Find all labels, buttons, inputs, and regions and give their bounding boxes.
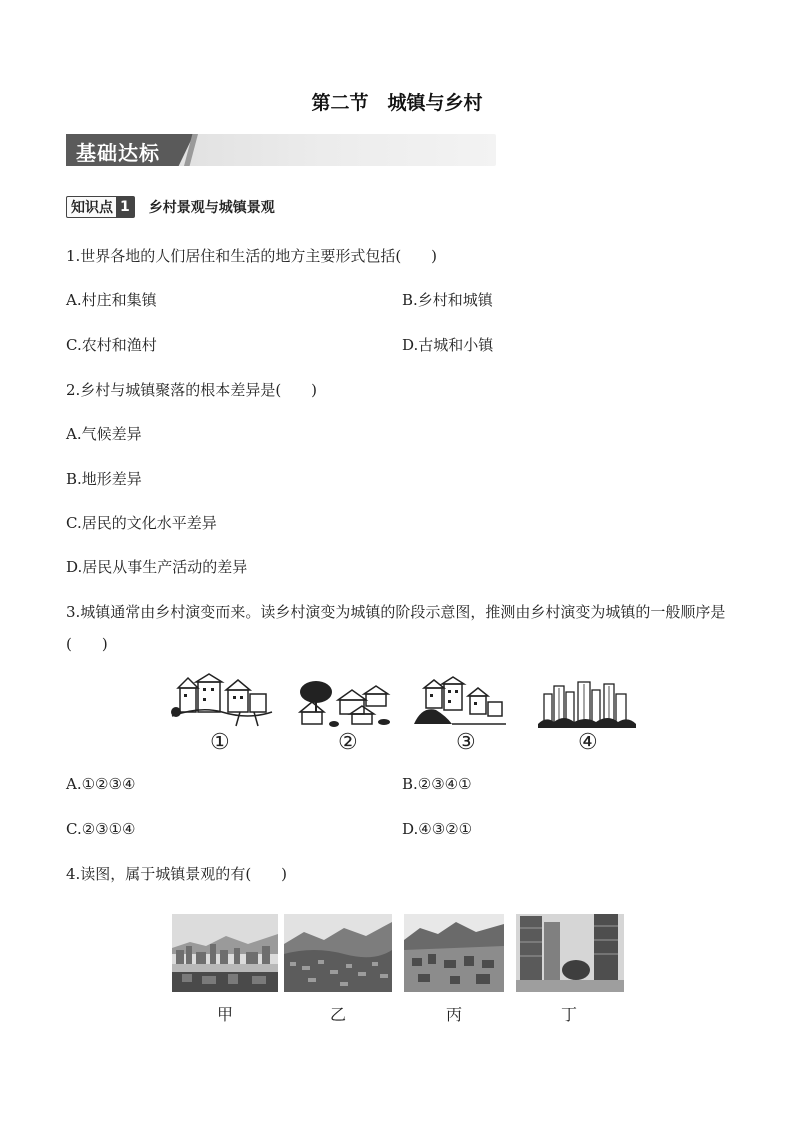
question-2-stem: 2.乡村与城镇聚落的根本差异是( ) [66,381,318,399]
photo-label-bing: 丙 [445,1005,462,1024]
photo-label-ding: 丁 [560,1005,577,1024]
knowledge-point-title: 乡村景观与城镇景观 [148,200,275,216]
question-2-option-a: A.气候差异 [66,425,142,443]
question-3-option-d: D.④③②① [402,820,473,838]
figure-label-4: ④ [578,730,598,755]
settlement-illustration-2 [294,678,398,730]
question-4-stem: 4.读图，属于城镇景观的有( ) [66,865,288,883]
knowledge-point-number: 1 [116,197,134,217]
settlement-illustration-1 [170,672,274,728]
landscape-photo-bing [404,914,504,992]
settlement-illustration-3 [412,676,508,728]
landscape-photo-ding [516,914,624,992]
figure-label-3: ③ [456,730,476,755]
banner-label: 基础达标 [76,141,160,165]
settlement-evolution-figure [166,672,636,762]
question-3-option-b: B.②③④① [402,775,472,793]
question-2-option-b: B.地形差异 [66,470,142,488]
question-1-option-a: A.村庄和集镇 [66,291,157,309]
landscape-photo-jia [172,914,278,992]
section-banner [66,134,496,166]
figure-label-2: ② [338,730,358,755]
question-2-option-d: D.居民从事生产活动的差异 [66,558,248,576]
question-1-option-b: B.乡村和城镇 [402,291,493,309]
landscape-photo-yi [284,914,392,992]
page-title: 第二节 城镇与乡村 [311,92,483,114]
figure-label-1: ① [210,730,230,755]
photo-label-jia: 甲 [216,1005,233,1024]
question-1-option-d: D.古城和小镇 [402,336,494,354]
photo-label-yi: 乙 [329,1005,346,1024]
knowledge-point-tag: 知识点 1 [66,196,135,218]
question-3-option-a: A.①②③④ [66,775,136,793]
question-1-stem: 1.世界各地的人们居住和生活的地方主要形式包括( ) [66,247,438,265]
knowledge-point-header [66,196,275,218]
settlement-illustration-4 [538,678,636,728]
question-3-stem: 3.城镇通常由乡村演变而来。读乡村演变为城镇的阶段示意图，推测由乡村演变为城镇的一般顺序是( ) [66,603,726,653]
question-3-option-c: C.②③①④ [66,820,136,838]
question-1-option-c: C.农村和渔村 [66,336,157,354]
question-2-option-c: C.居民的文化水平差异 [66,514,217,532]
